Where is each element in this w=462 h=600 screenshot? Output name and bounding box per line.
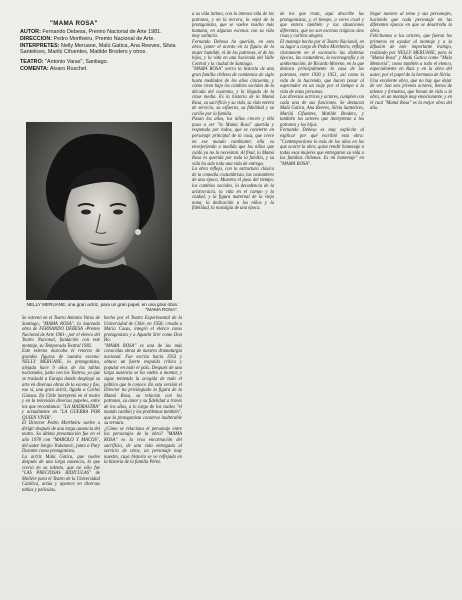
article-column-5: llegar nuestro al tema y sus personajes, haciendo que cada personaje en las diferentes épocas en que se desarrolla la obra. Felicitamos a los actores, que fueron los primeros en ayudar al montaje y a la difusión de este importante trabajo, realizado por NELLY MERUANE, para la "Mamá Rosa" y Malú Gatica como "Mala Memoria", como también a todo el elenco, especialmente en Ruiz y en la obra del autor, por el papel de la hermana de Silvia. Una excelente obra, que no hay que dejar de ver. Son seis jóvenes actores, llenos de talento y fortaleza, que llenan de vida a la obra, en un montaje muy emocionante, y en el cual "Mamá Rosa" es la mejor obra del año.	[370, 12, 452, 112]
credit-interpretes: INTERPRETES: Nelly Meruane, Malú Gatica, Ana Reeves, Silvia Santelices, Marilú Cifuentes, Matilde Broders y otros.	[20, 42, 176, 56]
credit-teatro: TEATRO: "Antonio Varas", Santiago.	[20, 59, 109, 66]
portrait-illustration	[26, 122, 172, 300]
actress-photo	[26, 122, 172, 300]
article-column-1: Se estrenó en el Teatro Antonio Varas de Santiago, "MAMA ROSA", la laureada obra de FERNANDO DEBESA -Premio Nacional de Arte 1981-, por el elenco del Teatro Nacional, fundación con este montaje, su Temporada Teatral 1982. Este estreno marcaba el retorno de grandes figuras de nuestra escena: NELLY MERUANE, la protagonista, alejada hace 9 años de las tablas nacionales, junto con los Teatros, ya que se trasladó a Europa donde desplegó su arte en diversas obras de la escena y fue, eso sí, una gran actriz, ligada a Carlos Giatsos. En Chile interpretó en el teatro y en la televisión diversos papeles, entre los que recordamos: "LA MADRASTRA" y actualmente en "LA GUERRA POR QUIEN VIVIR". El Director Pedro Mortheiru vuelve a dirigir después de una larga ausencia del teatro. Su última presentación fue en el año 1978 con "MAROLO Y MACOS", del autor Sergio Vodanovic, junto a Pury Durante como protagonista. La actriz Malú Gatica, que vuelve después de una larga ausencia, la que creció en su talento, que no sólo fue "LAS PRECIOSAS RIDÍCULAS" de Molière para el Teatro de la Universidad Católica, actúa y aparece en diversas tablas y películas.	[22, 316, 100, 493]
credit-comenta: COMENTA: Alvaro Ruschel.	[20, 65, 88, 72]
credit-direccion: DIRECCION: Pedro Mortheiru, Premio Nacional de Arte.	[20, 35, 155, 42]
article-column-4: de los que trata, aquí describe las protagonistas, y, el tiempo, a veces cruel y que entera también y las situaciones diferentes, que no son escenas trágicas sino risas y cariños alegres. El montaje hecho por el Teatro Nacional, en su lugar a cargo de Pedro Mortheiru, refleja claramente en el escenario las distintas épocas, las costumbres, la escenografía y la ambientación, de Ricardo Moreno, en la que destaca principalmente la casa de los patrones, entre 1930 y 1951, así como la vida de la hacienda, que hacen pasar al espectador en un viaje por el tiempo a la vida de estas personas. Las diversas actrices y actores, cumplen con cada una de sus funciones. Se destacan Malú Gatica, Ana Reeves, Silvia Santelices, Marilú Cifuentes, Matilde Broders, y también los actores que interpretan a los patrones y los hijos. Fernando Debesa es muy explícito al explicar por qué escribió esta obra: "Contemporáneo lo más de los años en los que ocurre la obra, quise rendir homenaje a todas esas mujeres que entregaron su vida a las familias chilenas. Es mi homenaje" en "MAMA ROSA".	[280, 12, 364, 167]
article-column-2: hecho por el Teatro Experimental de la Universidad de Chile, en 1958; creado a Maria Casas, integró el elenco como protagonista y a Agustín Siré como Don Ho. "MAMA ROSA" es una de las más conocidas obras de nuestra dramaturgia nacional. Fue escrita hacia 1953 y obtuvo un fuerte respaldo crítico y popular en todo el país. Después de una larga ausencia se ha vuelto a montar, y sigue teniendo la acogida de todo el público que lo conoce. En esta versión el Director ha privilegiado la figura de la Mamá Rosa, su relación con los patrones, su amor y su fidelidad a través de los años, a lo largo de los cuales "el mundo cambió y los problemas también", que la protagonista conserva inalterable su ternura. ¿Cómo se relaciona el personaje entre los personajes de la obra? "MAMA ROSA" es la viva encarnación del sacrificio, de una vida entregada al servicio de otros, un personaje muy nuestro, cuya historia se ve reflejada en la historia de la familia Pérez.	[104, 316, 182, 466]
article-column-3: a su vida intima, con la intensa vida de los patrones, y en la tercera, la vejez de la protagonista, que se vuelve mucho más humana, en algunas escenas con su vida muy solitaria. Fernando Debesa ha querido, en esta obra, poner el acento en la figura de la mujer humilde, el de los patrones, el de los hijos, y la vida en una hacienda del Valle Central y la ciudad de Santiago. "MAMA ROSA" narra la historia de una gran familia chilena de comienzos de siglo hasta mediados de los años cincuenta, y cómo viven bajo los cambios sociales de la década del cuarenta, y la llegada de la clase media. Es la historia de la Mamá Rosa, su sacrificio y su vida, su vida entera de servicio, su esfuerzo, su fidelidad y su cariño por la familia. Pasan los años, los niños crecen y ella pasa a ser "la Mamá Rosa" querida y respetada por todos, que se convierte en personaje principal de la casa, que crece en ese mundo cambiante; ella va envejeciendo a medida que los niños que cuidó ya no la necesitan. Al final, la Mamá Rosa es querida por toda la familia, y su vida ha sido toda una vida de entrega. La obra refleja, con la estructura clásica de la comedia costumbrista, las costumbres de una época. Muestra el paso del tiempo, los cambios sociales, la decadencia de la aristocracia, la vida en el campo y la ciudad, y la figura maternal de la vieja nana, la dedicación a los niños y la fidelidad, la nostalgia de una época.	[192, 12, 274, 212]
photo-caption: NELLY MERUANE, una gran actriz, para un gran papel, en una gran obra: "MAMA ROSA".	[26, 302, 178, 313]
credits-box	[20, 20, 180, 73]
credits-title: "MAMA ROSA"	[50, 20, 98, 27]
credit-autor: AUTOR: Fernando Debesa, Premio Nacional de Arte 1981.	[20, 29, 162, 35]
